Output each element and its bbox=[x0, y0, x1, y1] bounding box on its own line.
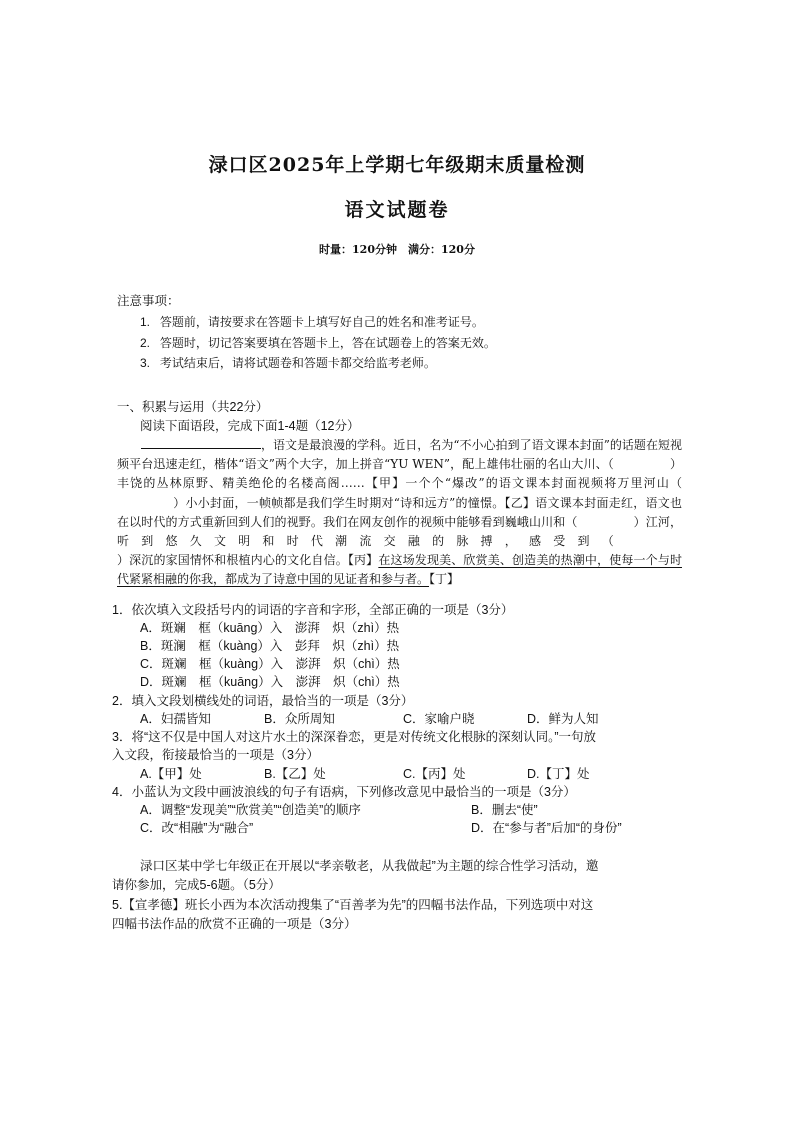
question-3-stem-line1: 3．将“这不仅是中国人对这片水土的深深眷恋，更是对传统文化根脉的深刻认同。”一句放 bbox=[112, 730, 597, 744]
q1-option-c: C．斑斓 框（kuàng）入 澎湃 炽（chì）热 bbox=[140, 657, 400, 671]
question-4-stem: 4．小蓝认为文段中画波浪线的句子有语病，下列修改意见中最恰当的一项是（3分） bbox=[112, 785, 576, 799]
q3-option-d: D.【丁】处 bbox=[527, 767, 590, 781]
activity-intro-line2: 请你参加，完成5-6题。（5分） bbox=[112, 878, 281, 892]
reading-passage: ，语文是最浪漫的学科。近日，名为“不小心拍到了语文课本封面”的话题在短视频平台迅速走红，楷体“语文”两个大字，加上拼音“YU WEN”，配上雄伟壮丽的名山大川、（ ）丰饶的丛林原野、精美绝伦的名楼高阁……【甲】一个个“爆改”的语文课本封面视频将万里河山（）小小封面，一帧帧都是我们学生时期对“诗和远方”的憧憬。【乙】语文课本封面走红，语文也在以时代的方式重新回到人们的视野。我们在网友创作的视频中能够看到巍峨山川和（ ）江河，听到悠久文明和时代潮流交融的脉搏，感受到（）深沉的家国情怀和根植内心的文化自信。【丙】在这场发现美、欣赏美、创造美的热潮中，使每一个与时代紧紧相融的你我，都成为了诗意中国的见证者和参与者。【丁】 bbox=[117, 438, 682, 587]
q3-option-b: B.【乙】处 bbox=[264, 767, 326, 781]
question-2-stem: 2．填入文段划横线处的词语，最恰当的一项是（3分） bbox=[112, 694, 414, 708]
note-item: 1. 答题前，请按要求在答题卡上填写好自己的姓名和准考证号。 bbox=[140, 315, 484, 329]
q3-option-a: A.【甲】处 bbox=[140, 767, 202, 781]
q1-option-b: B．斑澜 框（kuàng）入 彭拜 炽（zhì）热 bbox=[140, 639, 400, 653]
exam-subtitle: 语文试题卷 bbox=[344, 199, 450, 221]
q4-option-b: B．删去“使” bbox=[471, 803, 538, 817]
question-5-stem-line1: 5.【宣孝德】班长小西为本次活动搜集了“百善孝为先”的四幅书法作品，下列选项中对这 bbox=[112, 898, 594, 912]
notes-list bbox=[140, 312, 700, 374]
q2-option-b: B．众所周知 bbox=[264, 712, 335, 726]
wavy-underlined-sentence: 在这场发现美、欣赏美、创造美的热潮中，使每一个与时代紧紧相融的你我，都成为了诗意中国的见证者和参与者。 bbox=[117, 553, 682, 587]
q2-option-d: D．鲜为人知 bbox=[527, 712, 599, 726]
section-heading: 一、积累与运用（共22分） bbox=[117, 400, 269, 414]
q2-option-a: A．妇孺皆知 bbox=[140, 712, 211, 726]
q4-option-a: A．调整“发现美”“欣赏美”“创造美”的顺序 bbox=[140, 803, 361, 817]
question-1-stem: 1．依次填入文段括号内的词语的字音和字形，全部正确的一项是（3分） bbox=[112, 603, 514, 617]
q2-option-c: C．家喻户晓 bbox=[403, 712, 475, 726]
q4-option-c: C．改“相融”为“融合” bbox=[140, 821, 254, 835]
note-item: 3. 考试结束后，请将试题卷和答题卡都交给监考老师。 bbox=[140, 356, 436, 370]
reading-instruction: 阅读下面语段，完成下面1-4题（12分） bbox=[140, 419, 360, 433]
note-item: 2. 答题时，切记答案要填在答题卡上，答在试题卷上的答案无效。 bbox=[140, 335, 496, 350]
fill-blank-line bbox=[141, 436, 261, 449]
notes-heading: 注意事项： bbox=[117, 293, 180, 308]
q1-option-d: D．斑斓 框（kuāng）入 澎湃 炽（chì）热 bbox=[140, 675, 400, 689]
exam-title: 渌口区2025年上学期七年级期末质量检测 bbox=[208, 154, 586, 176]
question-3-stem-line2: 入文段，衔接最恰当的一项是（3分） bbox=[112, 748, 319, 762]
q4-option-d: D．在“参与者”后加“的身份” bbox=[471, 821, 622, 835]
question-5-stem-line2: 四幅书法作品的欣赏不正确的一项是（3分） bbox=[112, 917, 357, 931]
time-and-score: 时量：120分钟 满分：120分 bbox=[319, 243, 475, 256]
activity-intro-line1: 渌口区某中学七年级正在开展以“孝亲敬老，从我做起”为主题的综合性学习活动，邀 bbox=[140, 859, 599, 873]
q3-option-c: C.【丙】处 bbox=[403, 767, 466, 781]
q1-option-a: A．斑斓 框（kuāng）入 澎湃 炽（zhì）热 bbox=[140, 621, 400, 635]
